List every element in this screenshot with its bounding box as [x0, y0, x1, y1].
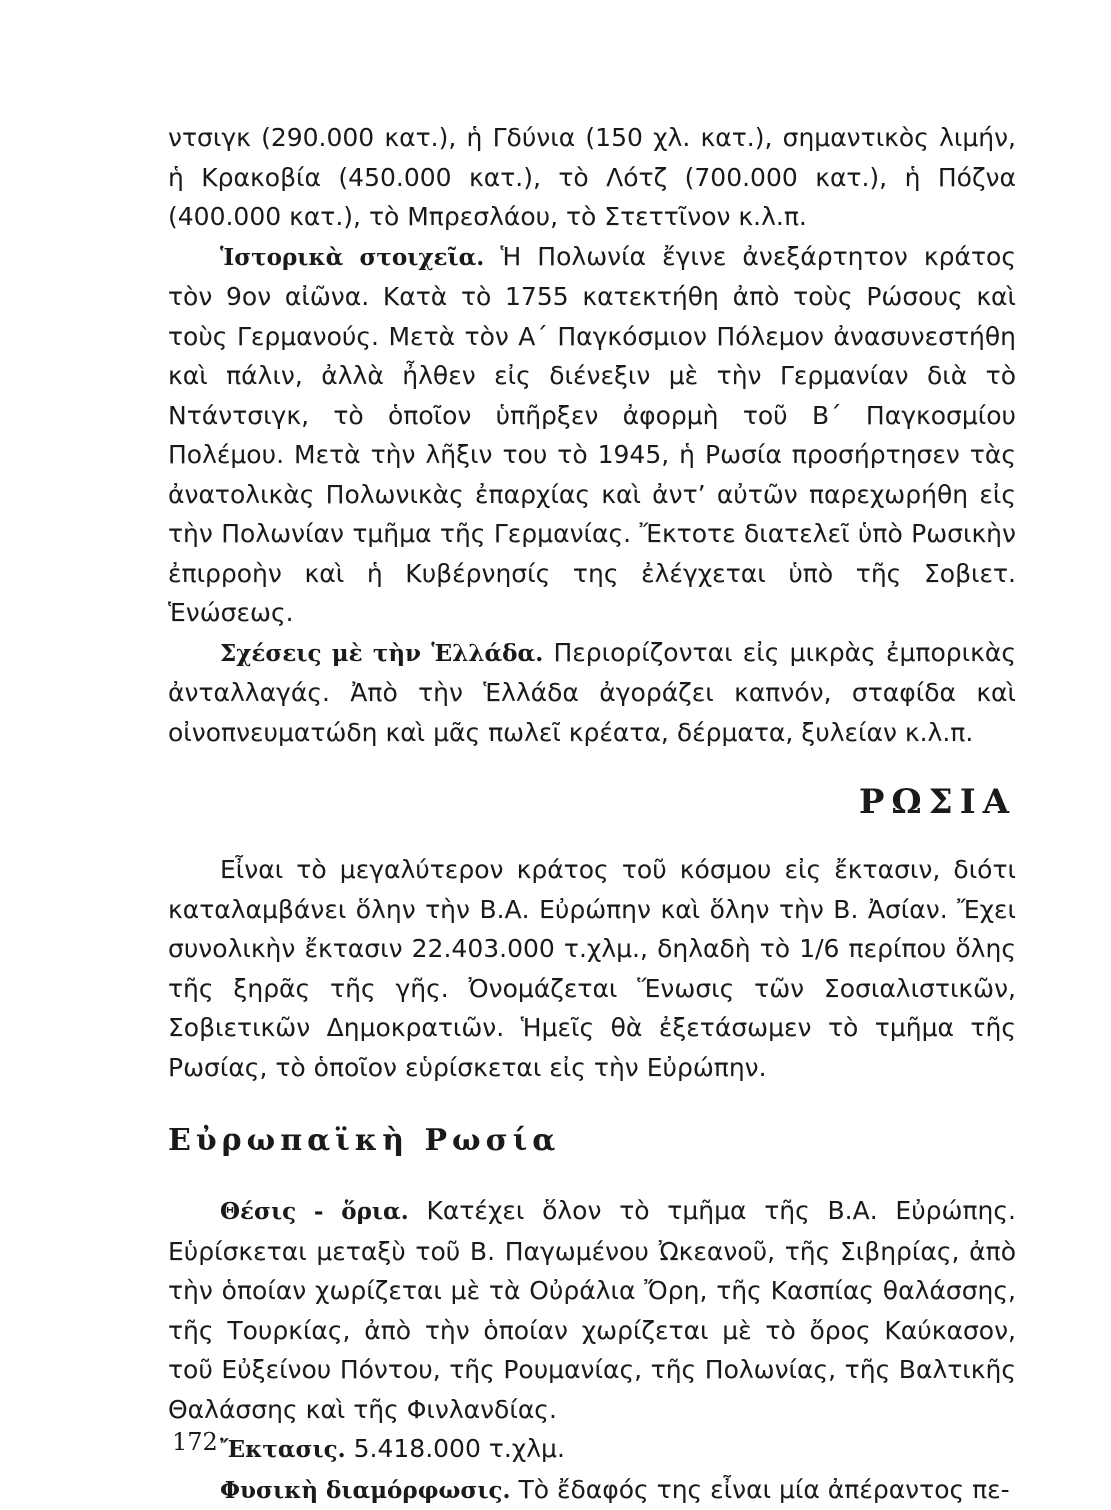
area-text: 5.418.000 τ.χλμ.	[354, 1434, 565, 1463]
page-number: 172	[172, 1428, 218, 1456]
russia-intro-paragraph: Εἶναι τὸ μεγαλύτερον κράτος τοῦ κόσμου εἰς ἔκτασιν, διότι καταλαμβάνει ὅλην τὴν Β.Α. Εὐρώπην καὶ ὅλην τὴν Β. Ἀσίαν. Ἔχει συνολικὴν ἔκτασιν 22.403.000 τ.χλμ., δηλαδὴ τὸ 1/6 περίπου ὅλης τῆς ξηρᾶς τῆς γῆς. Ὀνομάζεται Ἕνωσις τῶν Σοσιαλιστικῶν, Σοβιετικῶν Δημοκρατιῶν. Ἡμεῖς θὰ ἐξετάσωμεν τὸ τμῆμα τῆς Ρωσίας, τὸ ὁποῖον εὑρίσκεται εἰς τὴν Εὐρώπην.	[168, 850, 1016, 1087]
continuation-paragraph: ντσιγκ (290.000 κατ.), ἡ Γδύνια (150 χλ. κατ.), σημαντικὸς λιμήν, ἡ Κρακοβία (450.000 κατ.), τὸ Λότζ (700.000 κατ.), ἡ Πόζνα (400.000 κατ.), τὸ Μπρεσλάου, τὸ Στεττῖνον κ.λ.π.	[168, 118, 1016, 237]
relations-paragraph	[168, 633, 1016, 753]
area-paragraph	[168, 1429, 1016, 1470]
area-label: Ἔκτασις.	[220, 1436, 346, 1463]
history-text: Ἡ Πολωνία ἔγινε ἀνεξάρτητον κράτος τὸν 9ον αἰῶνα. Κατὰ τὸ 1755 κατεκτήθη ἀπὸ τοὺς Ρώσους καὶ τοὺς Γερμανούς. Μετὰ τὸν Α΄ Παγκόσμιον Πόλεμον ἀνασυνεστήθη καὶ πάλιν, ἀλλὰ ἦλθεν εἰς διένεξιν μὲ τὴν Γερμανίαν διὰ τὸ Ντάντσιγκ, τὸ ὁποῖον ὑπῆρξεν ἀφορμὴ τοῦ Β΄ Παγκοσμίου Πολέμου. Μετὰ τὴν λῆξιν του τὸ 1945, ἡ Ρωσία προσήρτησεν τὰς ἀνατολικὰς Πολωνικὰς ἐπαρχίας καὶ ἀντ’ αὐτῶν παρεχωρήθη εἰς τὴν Πολωνίαν τμῆμα τῆς Γερμανίας. Ἔκτοτε διατελεῖ ὑπὸ Ρωσικὴν ἐπιρροὴν καὶ ἡ Κυβέρνησίς της ἐλέγχεται ὑπὸ τῆς Σοβιετ. Ἑνώσεως.	[168, 242, 1016, 628]
european-russia-heading: Εὐρωπαϊκὴ Ρωσία	[168, 1121, 1016, 1161]
position-label: Θέσις - ὅρια.	[220, 1198, 409, 1225]
page-body	[168, 118, 1016, 1510]
relations-text: Περιορίζονται εἰς μικρὰς ἐμπορικὰς ἀνταλλαγάς. Ἀπὸ τὴν Ἑλλάδα ἀγοράζει καπνόν, σταφίδα καὶ οἰνοπνευματώδη καὶ μᾶς πωλεῖ κρέατα, δέρματα, ξυλείαν κ.λ.π.	[168, 638, 1016, 747]
position-paragraph	[168, 1191, 1016, 1429]
russia-heading: ΡΩΣΙΑ	[168, 782, 1016, 822]
position-text: Κατέχει ὅλον τὸ τμῆμα τῆς Β.Α. Εὐρώπης. Εὑρίσκεται μεταξὺ τοῦ Β. Παγωμένου Ὠκεανοῦ, τῆς Σιβηρίας, ἀπὸ τὴν ὁποίαν χωρίζεται μὲ τὰ Οὐράλια Ὄρη, τῆς Κασπίας θαλάσσης, τῆς Τουρκίας, ἀπὸ τὴν ὁποίαν χωρίζεται μὲ τὸ ὄρος Καύκασον, τοῦ Εὐξείνου Πόντου, τῆς Ρουμανίας, τῆς Πολωνίας, τῆς Βαλτικῆς Θαλάσσης καὶ τῆς Φινλανδίας.	[168, 1196, 1016, 1424]
physical-label: Φυσικὴ διαμόρφωσις.	[220, 1477, 511, 1504]
relations-label: Σχέσεις μὲ τὴν Ἑλλάδα.	[220, 640, 543, 667]
physical-text: Τὸ ἔδαφός της εἶναι μία ἀπέραντος πε-	[518, 1475, 1009, 1504]
history-label: Ἱστορικὰ στοιχεῖα.	[220, 244, 484, 271]
history-paragraph	[168, 237, 1016, 633]
physical-paragraph	[168, 1470, 1016, 1510]
